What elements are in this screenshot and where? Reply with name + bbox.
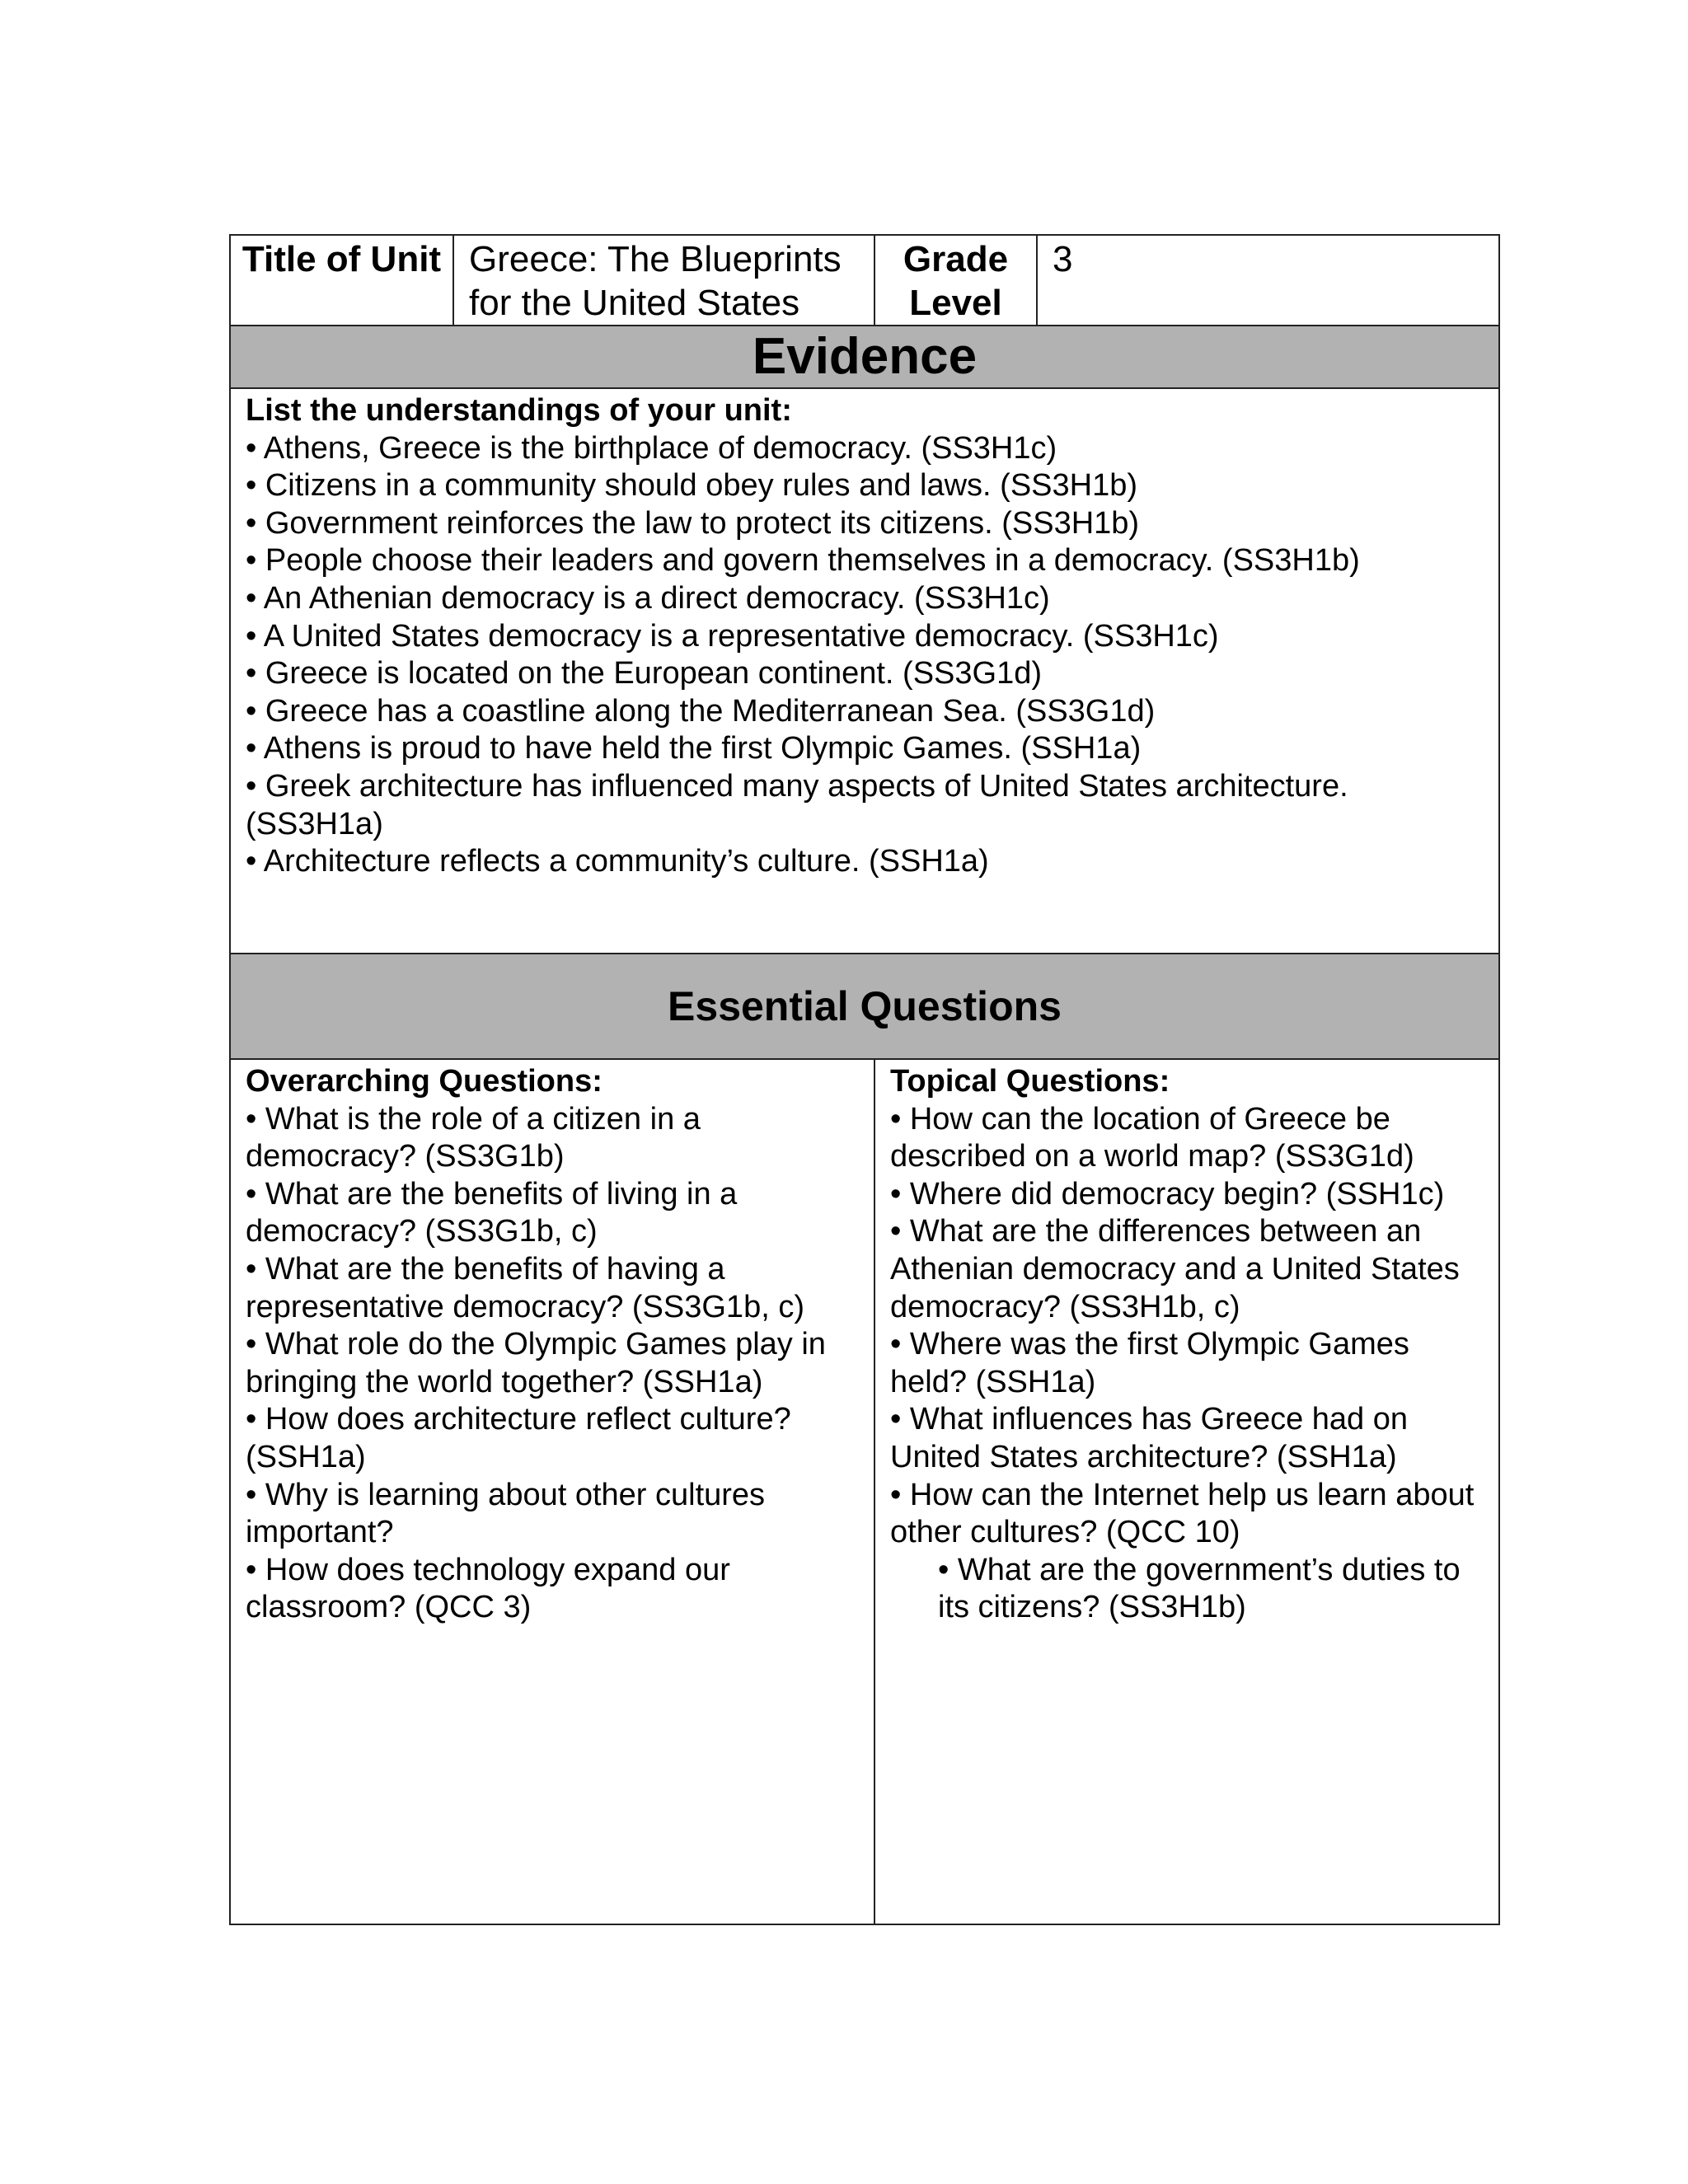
topical-question-indented: • What are the government’s duties to its citizens? (SS3H1b) [938,1552,1461,1625]
understanding-item: • Greek architecture has influenced many aspects of United States architecture. (SS3H1a) [246,768,1348,841]
topical-question: • Where was the first Olympic Games held? (SSH1a) [890,1327,1409,1399]
overarching-question: • Why is learning about other cultures important? [246,1477,766,1550]
topical-question: • What are the differences between an Athenian democracy and a United States democracy? (SS3H1b, c) [890,1214,1460,1324]
questions-body-row [230,1059,1499,1924]
evidence-band-row [230,326,1499,388]
essential-questions-band-row [230,954,1499,1059]
understanding-item: • Athens is proud to have held the first Olympic Games. (SSH1a) [246,731,1142,766]
overarching-question: • What role do the Olympic Games play in bringing the world together? (SSH1a) [246,1327,826,1399]
overarching-question: • What are the benefits of having a representative democracy? (SS3G1b, c) [246,1251,804,1324]
topical-question: • Where did democracy begin? (SSH1c) [890,1176,1445,1212]
overarching-questions-label: Overarching Questions: [246,1064,603,1099]
understanding-item: • Greece is located on the European continent. (SS3G1d) [246,656,1042,691]
topical-question: • How can the location of Greece be described on a world map? (SS3G1d) [890,1101,1414,1174]
unit-header-row [230,235,1499,326]
overarching-question: • How does technology expand our classroom? (QCC 3) [246,1552,730,1625]
topical-questions-cell [874,1059,1499,1924]
evidence-heading: Evidence [230,326,1499,388]
grade-level-value: 3 [1037,235,1499,326]
understanding-item: • An Athenian democracy is a direct democracy. (SS3H1c) [246,580,1050,616]
understanding-item: • A United States democracy is a representative democracy. (SS3H1c) [246,618,1219,654]
unit-title: Greece: The Blueprints for the United States [453,235,874,326]
unit-plan-table [229,234,1500,1925]
overarching-question: • What are the benefits of living in a democracy? (SS3G1b, c) [246,1176,738,1249]
understanding-item: • Architecture reflects a community’s culture. (SSH1a) [246,844,989,879]
overarching-question: • How does architecture reflect culture? (SSH1a) [246,1402,791,1474]
overarching-questions-cell [230,1059,874,1924]
understandings-prompt: List the understandings of your unit: [246,393,792,428]
topical-question: • What influences has Greece had on United States architecture? (SSH1a) [890,1402,1409,1474]
title-of-unit-label: Title of Unit [230,235,453,326]
understanding-item: • Greece has a coastline along the Mediterranean Sea. (SS3G1d) [246,693,1156,729]
understanding-item: • Athens, Greece is the birthplace of democracy. (SS3H1c) [246,430,1057,466]
topical-question: • How can the Internet help us learn about other cultures? (QCC 10) [890,1477,1475,1550]
overarching-question: • What is the role of a citizen in a democracy? (SS3G1b) [246,1101,701,1174]
understanding-item: • Government reinforces the law to protect its citizens. (SS3H1b) [246,505,1140,541]
topical-questions-label: Topical Questions: [890,1064,1170,1099]
understanding-item: • People choose their leaders and govern themselves in a democracy. (SS3H1b) [246,543,1360,579]
essential-questions-heading: Essential Questions [230,954,1499,1059]
understanding-item: • Citizens in a community should obey rules and laws. (SS3H1b) [246,468,1138,504]
understandings-cell [230,388,1499,954]
grade-level-label: Grade Level [874,235,1037,326]
evidence-body-row [230,388,1499,954]
unit-plan-page [229,234,1498,1925]
